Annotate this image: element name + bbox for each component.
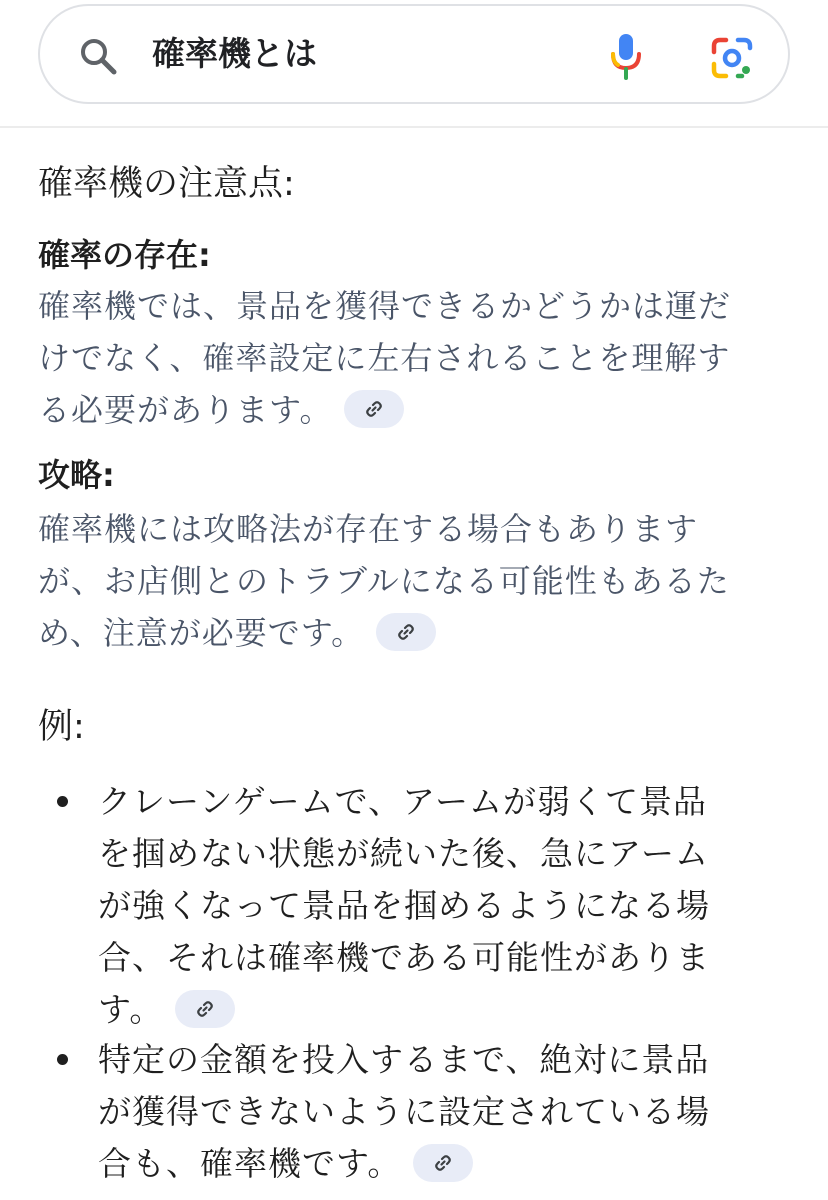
link-icon — [364, 399, 384, 419]
list-item-line: 合も、確率機です。 — [98, 1144, 402, 1183]
note-line: けでなく、確率設定に左右されることを理解す — [38, 339, 731, 377]
note-title: 確率の存在: — [38, 236, 211, 274]
link-icon — [433, 1153, 453, 1173]
source-link-button[interactable] — [376, 613, 436, 651]
mic-icon[interactable] — [606, 32, 646, 82]
list-item-line: を掴めない状態が続いた後、急にアーム — [98, 834, 710, 873]
bullet-icon — [57, 796, 68, 807]
list-item — [98, 1034, 798, 1190]
link-icon — [396, 622, 416, 642]
note-line: が、お店側とのトラブルになる可能性もあるた — [38, 562, 730, 600]
search-bar[interactable] — [38, 4, 790, 104]
section-heading-notes: 確率機の注意点: — [38, 164, 295, 204]
source-link-button[interactable] — [175, 990, 235, 1028]
note-body — [38, 280, 798, 436]
list-item-line: クレーンゲームで、アームが弱くて景品 — [98, 782, 708, 821]
note-line: る必要があります。 — [38, 391, 333, 429]
note-body — [38, 503, 798, 659]
note-line: 確率機では、景品を獲得できるかどうかは運だ — [38, 287, 732, 325]
source-link-button[interactable] — [413, 1144, 473, 1182]
note-last-line — [38, 384, 798, 436]
list-item-line: 特定の金額を投入するまで、絶対に景品 — [98, 1040, 710, 1079]
list-item-last-line — [98, 1138, 798, 1190]
list-item — [98, 776, 798, 1036]
section-heading-examples: 例: — [38, 707, 85, 747]
list-item-line: が強くなって景品を掴めるようになる場 — [98, 886, 710, 925]
list-item-line: す。 — [98, 990, 164, 1029]
lens-icon[interactable] — [710, 36, 754, 80]
note-title: 攻略: — [38, 456, 115, 494]
search-header — [0, 0, 828, 128]
search-input[interactable]: 確率機とは — [152, 34, 317, 73]
source-link-button[interactable] — [344, 390, 404, 428]
note-last-line — [38, 607, 798, 659]
list-item-line: が獲得できないように設定されている場 — [98, 1092, 710, 1131]
link-icon — [195, 999, 215, 1019]
list-item-line: 合、それは確率機である可能性がありま — [98, 938, 710, 977]
bullet-icon — [57, 1054, 68, 1065]
list-item-last-line — [98, 984, 798, 1036]
note-line: め、注意が必要です。 — [38, 614, 365, 652]
note-line: 確率機には攻略法が存在する場合もあります — [38, 510, 699, 548]
search-icon[interactable] — [78, 36, 118, 76]
